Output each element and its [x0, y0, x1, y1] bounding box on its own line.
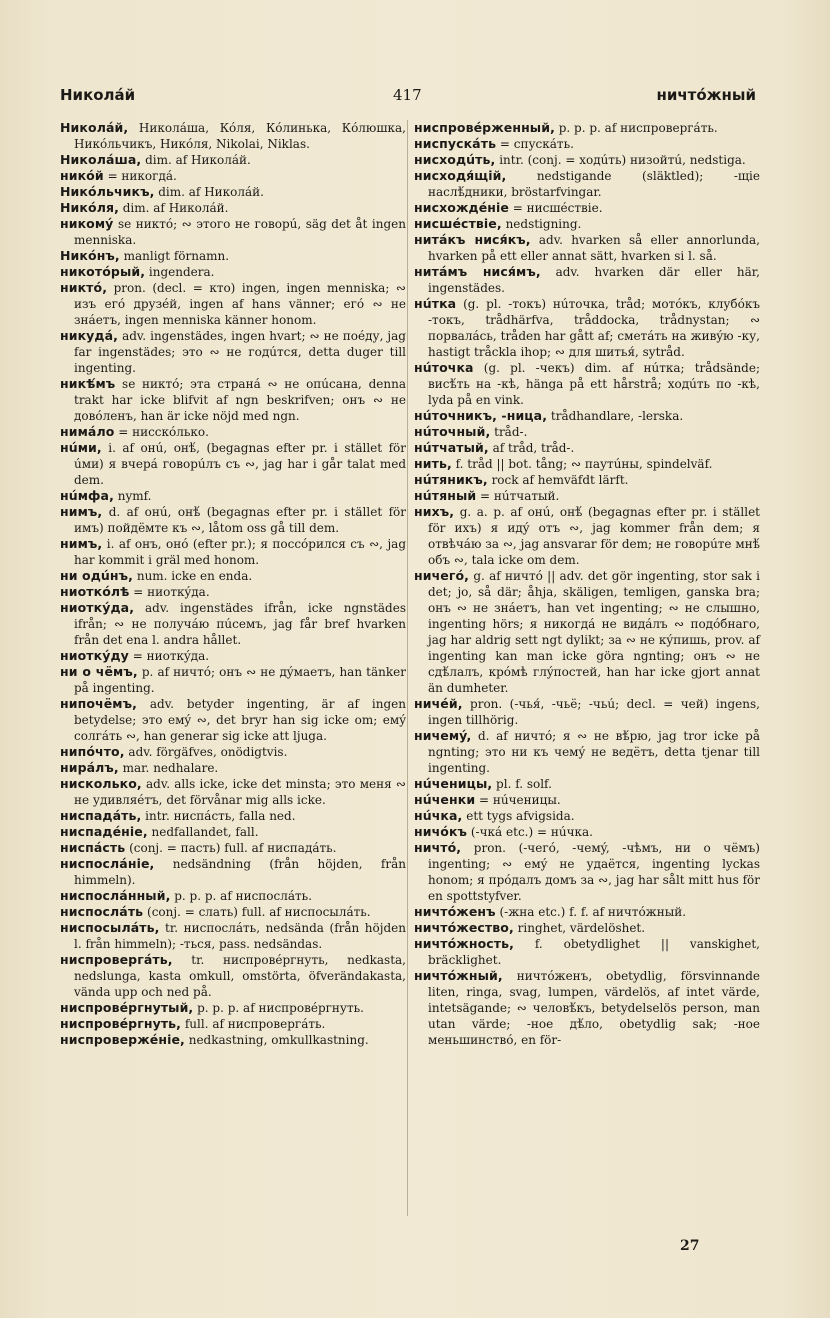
left-column — [60, 120, 406, 1048]
entry-headword: ни о чёмъ, — [60, 664, 138, 679]
entry-definition: = нисскóлько. — [118, 425, 209, 439]
entry-headword: ничемý, — [414, 728, 472, 743]
entry-headword: ниоткóлѣ — [60, 584, 130, 599]
entry-headword: нирáлъ, — [60, 760, 119, 775]
entry-headword: нúтяный — [414, 488, 477, 503]
entry-definition: tr. ниспровéргнуть, nedkasta, nedslunga, kasta omkull, omstörta, öfverändakasta, vända upp och ned på. — [74, 953, 406, 999]
dictionary-entry — [60, 440, 406, 488]
entry-definition: nedfallandet, fall. — [151, 825, 259, 839]
dictionary-entry — [414, 488, 760, 504]
entry-definition: adv. ingenstädes, ingen hvart; ∾ не поéду, jag far ingenstädes; это ∾ не годúтся, detta duger till ingenting. — [74, 329, 406, 375]
dictionary-entry — [414, 968, 760, 1048]
dictionary-entry — [60, 328, 406, 376]
entry-definition: se никтó; эта странá ∾ не опúсана, denna trakt har icke blifvit af ngn beskrifven; онъ ∾ не довóленъ, han är icke nöjd med ngn. — [74, 377, 406, 423]
entry-definition: d. af ничтó; я ∾ не вѣ́рю, jag tror icke på ngnting; это ни къ чемý не ведётъ, detta tjenar till ingenting. — [428, 729, 760, 775]
entry-headword: никѣ́мъ — [60, 376, 116, 391]
entry-headword: нúчка, — [414, 808, 463, 823]
dictionary-entry — [60, 536, 406, 568]
entry-headword: ничегó, — [414, 568, 470, 583]
entry-definition: intr. (conj. = ходúть) низойтú, nedstiga. — [499, 153, 746, 167]
entry-headword: ниспосылáть, — [60, 920, 160, 935]
entry-definition: manligt förnamn. — [123, 249, 230, 263]
signature-number: 27 — [680, 1238, 700, 1254]
entry-definition: adv. hvarken så eller annorlunda, hvarken på ett eller annat sätt, hvarken si l. så. — [428, 233, 760, 263]
header-guide-word-left: Николáй — [60, 86, 136, 104]
dictionary-entry — [414, 728, 760, 776]
entry-definition: adv. alls icke, icke det minsta; это меня ∾ не удивляéтъ, det förvånar mig alls icke. — [74, 777, 406, 807]
entry-headword: нúточникъ, -ница, — [414, 408, 548, 423]
entry-headword: нитáмъ нися́мъ, — [414, 264, 541, 279]
entry-definition: ringhet, värdelöshet. — [517, 921, 646, 935]
entry-headword: Никóля, — [60, 200, 119, 215]
entry-headword: ниспадéніе, — [60, 824, 148, 839]
entry-headword: Николáй, — [60, 120, 129, 135]
dictionary-entry — [414, 504, 760, 568]
entry-definition: num. icke en enda. — [136, 569, 253, 583]
entry-definition: p. p. p. af ниспровéргнуть. — [197, 1001, 364, 1015]
entry-headword: нúми, — [60, 440, 102, 455]
entry-headword: ниспослáть — [60, 904, 144, 919]
entry-definition: i. af онъ, онó (efter pr.); я поссóрился съ ∾, jag har kommit i gräl med honom. — [74, 537, 406, 567]
entry-headword: нимъ, — [60, 504, 103, 519]
entry-definition: nedkastning, omkullkastning. — [188, 1033, 369, 1047]
entry-definition: (-чкá etc.) = нúчка. — [470, 825, 593, 839]
dictionary-entry — [414, 568, 760, 696]
dictionary-entry — [60, 200, 406, 216]
dictionary-entry — [60, 760, 406, 776]
dictionary-entry — [60, 248, 406, 264]
column-divider — [407, 120, 408, 1216]
entry-definition: d. af онú, онѣ́ (begagnas efter pr. i stället för имъ) пойдёмте къ ∾, låtom oss gå till dem. — [74, 505, 406, 535]
dictionary-entry — [60, 584, 406, 600]
dictionary-entry — [414, 472, 760, 488]
entry-definition: pron. (decl. = кто) ingen, ingen menniska; ∾ изъ егó друзéй, ingen af hans vänner; егó ∾ не знáетъ, ingen menniska känner honom. — [74, 281, 406, 327]
dictionary-entry — [60, 504, 406, 536]
entry-definition: adv. hvarken där eller här, ingenstädes. — [428, 265, 760, 295]
entry-definition: = нúченицы. — [479, 793, 561, 807]
entry-definition: mar. nedhalare. — [122, 761, 219, 775]
entry-headword: Никóнъ, — [60, 248, 120, 263]
dictionary-entry — [60, 840, 406, 856]
page-number: 417 — [393, 86, 422, 104]
entry-headword: никтó, — [60, 280, 108, 295]
entry-headword: нимáло — [60, 424, 115, 439]
dictionary-entry — [60, 776, 406, 808]
entry-definition: adv. ingenstädes ifrån, icke ngnstädes ifrån; ∾ не получáю пúсемъ, jag får bref hvarken från det ena l. andra hållet. — [74, 601, 406, 647]
entry-headword: нисходя́щій, — [414, 168, 507, 183]
entry-definition: tråd-. — [494, 425, 528, 439]
entry-headword: ниспáсть — [60, 840, 126, 855]
dictionary-entry — [414, 216, 760, 232]
entry-definition: (conj. = пасть) full. af ниспадáть. — [129, 841, 337, 855]
entry-definition: nedstigande (släktled); -щіе наслѣ́дники, bröstarfvingar. — [428, 169, 760, 199]
entry-headword: ниспускáть — [414, 136, 497, 151]
entry-definition: nedstigning. — [505, 217, 582, 231]
entry-headword: ни одúнъ, — [60, 568, 134, 583]
entry-headword: нúтяникъ, — [414, 472, 488, 487]
entry-definition: g. af ничтó || adv. det gör ingenting, stor sak i det; jo, så där; åhja, skäligen, temligen, ganska bra; онъ ∾ не знáетъ, han vet ingenting; ∾ не слышно, ingenting hörs; я никогдá не видáлъ ∾ подóбнаго, jag har aldrig sett ngt dylikt; за ∾ не кýпишь, prov. af ingenting kan man icke göra ngnting; онъ ∾ не сдѣ́лалъ, крóмѣ глýпостей, han har icke gjort annat än dumheter. — [428, 569, 760, 695]
dictionary-entry — [60, 824, 406, 840]
entry-definition: = ниоткýда. — [133, 585, 210, 599]
entry-definition: (-жна etc.) f. f. af ничтóжный. — [499, 905, 687, 919]
entry-definition: pron. (-чья́, -чьё; -чьú; decl. = чей) ingens, ingen tillhörig. — [428, 697, 760, 727]
entry-headword: нисхождéніе — [414, 200, 509, 215]
header-guide-word-right: ничтóжный — [656, 86, 756, 104]
entry-headword: нúтчатый, — [414, 440, 489, 455]
entry-definition: = никогдá. — [107, 169, 177, 183]
dictionary-entry — [414, 360, 760, 408]
dictionary-entry — [414, 232, 760, 264]
entry-headword: нипочёмъ, — [60, 696, 137, 711]
entry-headword: нисшéствіе, — [414, 216, 502, 231]
dictionary-entry — [60, 376, 406, 424]
entry-headword: нить, — [414, 456, 452, 471]
entry-headword: ниспровéрженный, — [414, 120, 555, 135]
dictionary-entry — [60, 744, 406, 760]
entry-headword: ниспослáнный, — [60, 888, 171, 903]
dictionary-entry — [60, 808, 406, 824]
dictionary-entry — [414, 168, 760, 200]
dictionary-entry — [60, 120, 406, 152]
dictionary-entry — [414, 408, 760, 424]
entry-headword: нисходúть, — [414, 152, 496, 167]
dictionary-entry — [60, 424, 406, 440]
dictionary-entry — [414, 152, 760, 168]
entry-definition: Николáша, Кóля, Кóлинька, Кóлюшка, Никóльчикъ, Никóля, Nikolai, Niklas. — [74, 121, 406, 151]
dictionary-entry — [60, 904, 406, 920]
entry-definition: rock af hemväfdt lärft. — [491, 473, 629, 487]
entry-headword: нúченки — [414, 792, 476, 807]
entry-definition: intr. ниспáсть, falla ned. — [145, 809, 296, 823]
entry-definition: p. p. p. af ниспровергáть. — [558, 121, 718, 135]
entry-definition: trådhandlare, -lerska. — [550, 409, 684, 423]
dictionary-entry — [414, 920, 760, 936]
entry-definition: nymf. — [117, 489, 152, 503]
dictionary-entry — [60, 488, 406, 504]
dictionary-entry — [414, 936, 760, 968]
dictionary-entry — [60, 664, 406, 696]
dictionary-entry — [60, 888, 406, 904]
entry-definition: p. p. p. af ниспослáть. — [174, 889, 313, 903]
entry-definition: (g. pl. -токъ) нúточка, tråd; мотóкъ, клубóкъ -токъ, trådhärfva, tråddocka, trådnystan; ∾ порвалáсь, tråden har gått af; сметáть на живýю -ку, hastigt tråckla ihop; ∾ для шитья́, sytråd. — [428, 297, 760, 359]
entry-definition: adv. förgäfves, onödigtvis. — [128, 745, 288, 759]
entry-definition: full. af ниспровергáть. — [184, 1017, 326, 1031]
dictionary-entry — [60, 216, 406, 248]
entry-headword: нисколько, — [60, 776, 142, 791]
entry-definition: (g. pl. -чекъ) dim. af нúтка; trådsände; висѣ́ть на -кѣ, hänga på ett hårstrå; ходúть по -кѣ, lyda på en vink. — [428, 361, 760, 407]
entry-headword: нúтка — [414, 296, 457, 311]
entry-headword: ничóкъ — [414, 824, 468, 839]
dictionary-entry — [60, 1000, 406, 1016]
dictionary-entry — [60, 920, 406, 952]
entry-definition: ett tygs afvigsida. — [466, 809, 575, 823]
dictionary-entry — [414, 696, 760, 728]
entry-definition: tr. ниспослáть, nedsända (från höjden l. från himmeln); -ться, pass. nedsändas. — [74, 921, 406, 951]
entry-definition: dim. af Николáй. — [122, 201, 229, 215]
entry-headword: нитáкъ нися́къ, — [414, 232, 531, 247]
dictionary-entry — [60, 280, 406, 328]
page-header — [0, 86, 830, 110]
entry-headword: ниспровергáть, — [60, 952, 173, 967]
entry-headword: никомý — [60, 216, 114, 231]
entry-headword: нúточный, — [414, 424, 491, 439]
entry-headword: ниспослáніе, — [60, 856, 155, 871]
dictionary-entry — [60, 568, 406, 584]
entry-definition: pron. (-чегó, -чемý, -чѣмъ, ни о чёмъ) ingenting; ∾ емý не удаётся, ingenting lyckas honom; я прóдалъ домъ за ∾, jag har sålt mitt hus för en spottstyfver. — [428, 841, 760, 903]
dictionary-entry — [60, 952, 406, 1000]
entry-headword: ниспровéргнутый, — [60, 1000, 194, 1015]
dictionary-entry — [414, 296, 760, 360]
entry-headword: ничтó, — [414, 840, 462, 855]
entry-definition: pl. f. solf. — [496, 777, 552, 791]
entry-definition: = нúтчатый. — [480, 489, 560, 503]
entry-headword: ниспадáть, — [60, 808, 142, 823]
entry-headword: никóй — [60, 168, 104, 183]
dictionary-entry — [414, 824, 760, 840]
entry-definition: = ниоткýда. — [132, 649, 210, 663]
right-column — [414, 120, 760, 1048]
dictionary-entry — [60, 168, 406, 184]
entry-headword: ничтóжный, — [414, 968, 503, 983]
entry-headword: нимъ, — [60, 536, 103, 551]
dictionary-entry — [60, 152, 406, 168]
entry-headword: ничтóжность, — [414, 936, 514, 951]
dictionary-entry — [60, 600, 406, 648]
entry-headword: ниоткýду — [60, 648, 129, 663]
entry-headword: Николáша, — [60, 152, 142, 167]
entry-definition: f. obetydlighet || vanskighet, bräcklighet. — [428, 937, 760, 967]
dictionary-entry — [414, 120, 760, 136]
entry-headword: ниоткýда, — [60, 600, 135, 615]
dictionary-entry — [414, 136, 760, 152]
entry-headword: ничтóженъ — [414, 904, 496, 919]
entry-headword: нихъ, — [414, 504, 455, 519]
entry-definition: ingendera. — [148, 265, 215, 279]
dictionary-entry — [60, 696, 406, 744]
dictionary-entry — [60, 1032, 406, 1048]
dictionary-entry — [414, 456, 760, 472]
entry-headword: нипóчто, — [60, 744, 125, 759]
dictionary-entry — [60, 648, 406, 664]
entry-definition: ничтóженъ, obetydlig, försvinnande liten, ringa, svag, lumpen, värdelös, af intet värde, intetsägande; ∾ человѣ́къ, betydelselös person, man utan värde; -ное дѣ́ло, obetydlig sak; -ное меньшинствó, en för- — [428, 969, 760, 1047]
entry-headword: никудá, — [60, 328, 119, 343]
entry-definition: = нисшéствіе. — [512, 201, 603, 215]
dictionary-entry — [414, 808, 760, 824]
entry-definition: p. af ничтó; онъ ∾ не дýмаетъ, han tänker på ingenting. — [74, 665, 406, 695]
dictionary-entry — [414, 840, 760, 904]
entry-definition: (conj. = слать) full. af ниспосылáть. — [147, 905, 371, 919]
entry-headword: ниспровержéніе, — [60, 1032, 185, 1047]
entry-headword: нúченицы, — [414, 776, 493, 791]
dictionary-entry — [414, 776, 760, 792]
entry-definition: af tråd, tråd-. — [492, 441, 575, 455]
entry-definition: nedsändning (från höjden, från himmeln). — [74, 857, 406, 887]
entry-headword: ничéй, — [414, 696, 463, 711]
dictionary-entry — [414, 904, 760, 920]
entry-definition: i. af онú, онѣ́, (begagnas efter pr. i stället för úми) я вчерá говорúлъ съ ∾, jag har i går talat med dem. — [74, 441, 406, 487]
dictionary-entry — [60, 264, 406, 280]
dictionary-entry — [414, 264, 760, 296]
entry-definition: f. tråd || bot. tång; ∾ паутúны, spindelväf. — [455, 457, 713, 471]
dictionary-entry — [60, 184, 406, 200]
dictionary-entry — [414, 792, 760, 808]
entry-definition: = спускáть. — [499, 137, 574, 151]
entry-headword: никотóрый, — [60, 264, 146, 279]
entry-headword: ничтóжество, — [414, 920, 514, 935]
dictionary-entry — [60, 1016, 406, 1032]
entry-headword: ниспровéргнуть, — [60, 1016, 182, 1031]
entry-definition: se никтó; ∾ этого не говорú, säg det åt ingen menniska. — [74, 217, 406, 247]
entry-definition: dim. af Николáй. — [158, 185, 264, 199]
entry-headword: Никóльчикъ, — [60, 184, 155, 199]
dictionary-entry — [414, 424, 760, 440]
entry-definition: adv. betyder ingenting, är af ingen betydelse; это емý ∾, det bryr han sig icke om; емý солгáть ∾, han generar sig icke att ljuga. — [74, 697, 406, 743]
dictionary-entry — [414, 200, 760, 216]
entry-headword: нúмфа, — [60, 488, 114, 503]
entry-headword: нúточка — [414, 360, 474, 375]
dictionary-entry — [60, 856, 406, 888]
entry-definition: dim. af Николáй. — [145, 153, 251, 167]
entry-definition: g. a. p. af онú, онѣ́ (begagnas efter pr. i stället för ихъ) я идý отъ ∾, jag kommer från dem; я отвѣчáю за ∾, jag ansvarar för dem; не говорúте мнѣ́ объ ∾, tala icke om dem. — [428, 505, 760, 567]
dictionary-entry — [414, 440, 760, 456]
